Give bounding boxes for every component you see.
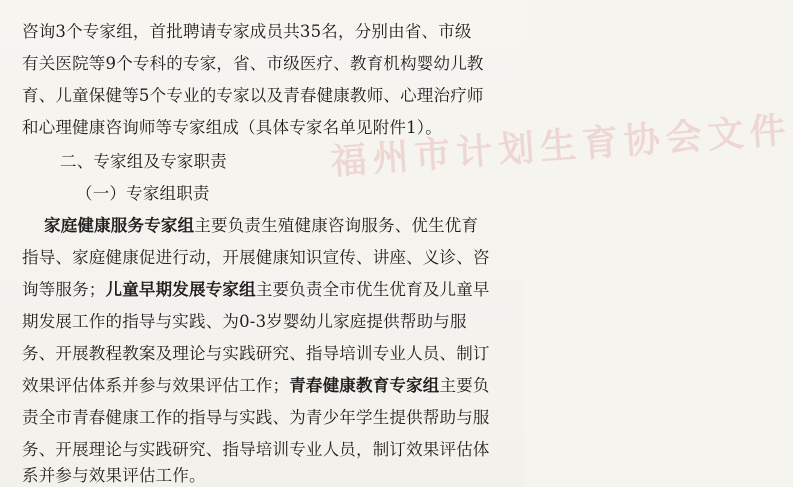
para-line-1-text: 主要负责生殖健康咨询服务、优生优育: [194, 216, 479, 235]
subsection-heading: （一）专家组职责: [76, 184, 210, 203]
body-line-1: 咨询3个专家组，首批聘请专家成员共35名，分别由省、市级: [22, 22, 472, 41]
family-health-group-label: 家庭健康服务专家组: [44, 216, 195, 235]
para-line-2: 指导、家庭健康促进行动，开展健康知识宣传、讲座、义诊、咨: [22, 248, 490, 267]
body-line-2: 有关医院等9个专科的专家，省、市级医疗、教育机构婴幼儿教: [22, 54, 484, 73]
para-line-6-c: 主要负: [439, 376, 490, 395]
para-line-3: [22, 280, 514, 300]
watermark-text: 福州市计划生育协会文件: [329, 108, 793, 184]
para-line-3-c: 主要负责全市优生优育及儿童早: [255, 280, 490, 299]
para-line-3-a: 询等服务；: [22, 280, 106, 299]
para-line-1: [44, 216, 514, 236]
para-line-6: [22, 376, 514, 396]
section-heading: 二、专家组及专家职责: [60, 152, 227, 171]
child-development-group-label: 儿童早期发展专家组: [105, 280, 256, 299]
body-line-4: 和心理健康咨询师等专家组成（具体专家名单见附件1）。: [22, 118, 442, 137]
para-line-5: 务、开展教程教案及理论与实践研究、指导培训专业人员、制订: [22, 344, 490, 363]
youth-health-group-label: 青春健康教育专家组: [289, 376, 440, 395]
para-line-7: 责全市青春健康工作的指导与实践、为青少年学生提供帮助与服: [22, 408, 490, 427]
para-line-9: 系并参与效果评估工作。: [22, 466, 206, 485]
para-line-4: 期发展工作的指导与实践、为0-3岁婴幼儿家庭提供帮助与服: [22, 312, 467, 331]
body-line-3: 育、儿童保健等5个专业的专家以及青春健康教师、心理治疗师: [22, 86, 484, 105]
para-line-6-a: 效果评估体系并参与效果评估工作；: [22, 376, 290, 395]
para-line-8: 务、开展理论与实践研究、指导培训专业人员，制订效果评估体: [22, 440, 490, 459]
